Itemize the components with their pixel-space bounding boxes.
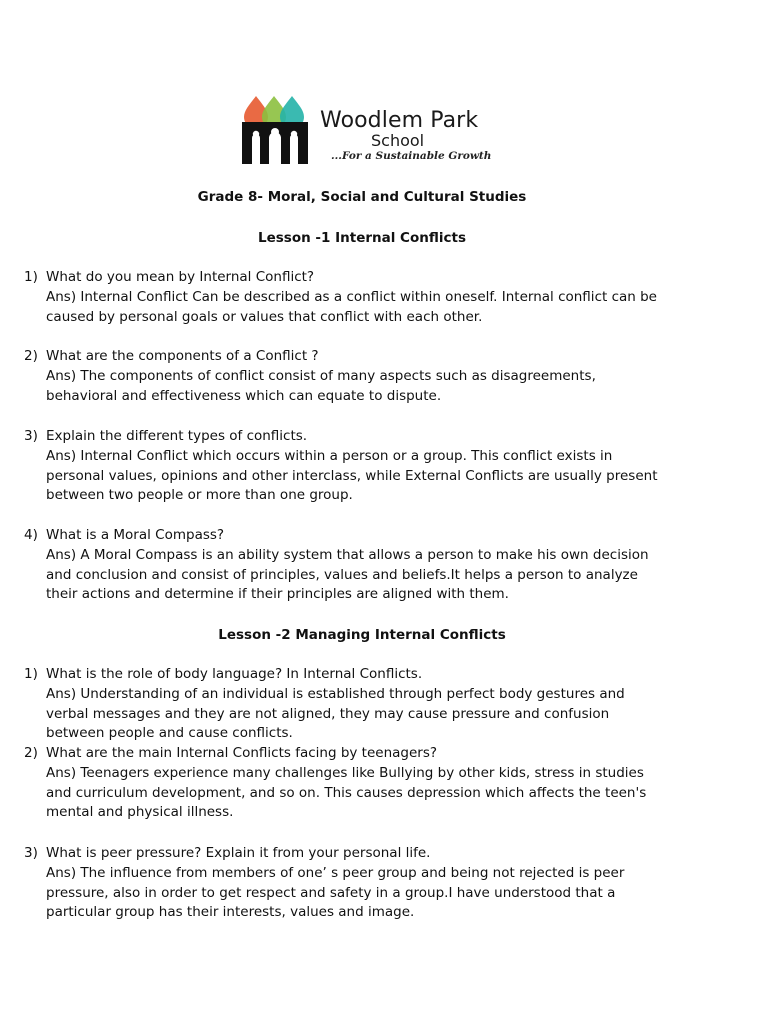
lesson-2-heading: Lesson -2 Managing Internal Conflicts: [218, 627, 506, 643]
question-text: What is a Moral Compass?: [46, 527, 225, 543]
answer-line: Ans) Understanding of an individual is established through perfect body gestures and: [46, 685, 625, 702]
answer-line: caused by personal goals or values that conflict with each other.: [46, 308, 483, 325]
answer-line: verbal messages and they are not aligned, they may cause pressure and confusion: [46, 705, 610, 722]
question-number: 3): [24, 428, 38, 444]
answer-line: behavioral and effectiveness which can equate to dispute.: [46, 387, 442, 404]
answer-line: Ans) The components of conflict consist of many aspects such as disagreements,: [46, 367, 596, 384]
question-number: 2): [24, 745, 38, 761]
school-logo: [240, 94, 500, 166]
answer-line: and conclusion and consist of principles, values and beliefs.It helps a person to analyze: [46, 566, 638, 583]
question-text: What do you mean by Internal Conflict?: [46, 269, 315, 285]
question-text: What are the main Internal Conflicts facing by teenagers?: [46, 745, 438, 761]
lesson-1-heading: Lesson -1 Internal Conflicts: [258, 230, 466, 246]
document-title: Grade 8- Moral, Social and Cultural Studies: [197, 189, 527, 205]
logo-school-name: Woodlem Park: [320, 108, 479, 133]
answer-line: personal values, opinions and other interclass, while External Conflicts are usually present: [46, 467, 658, 484]
answer-line: pressure, also in order to get respect and safety in a group.I have understood that a: [46, 884, 616, 901]
question-number: 3): [24, 845, 38, 861]
answer-line: between two people or more than one group.: [46, 487, 353, 504]
question-number: 4): [24, 527, 38, 543]
answer-line: Ans) Teenagers experience many challenges like Bullying by other kids, stress in studies: [46, 764, 644, 781]
question-text: What is peer pressure? Explain it from your personal life.: [46, 845, 431, 861]
answer-line: Ans) Internal Conflict Can be described as a conflict within oneself. Internal conflict can be: [46, 288, 657, 305]
question-number: 1): [24, 666, 38, 682]
answer-line: their actions and determine if their principles are aligned with them.: [46, 586, 509, 603]
question-number: 2): [24, 348, 38, 364]
answer-line: Ans) Internal Conflict which occurs within a person or a group. This conflict exists in: [46, 447, 613, 464]
logo-tagline: ...For a Sustainable Growth: [331, 150, 492, 162]
question-text: Explain the different types of conflicts.: [46, 428, 308, 444]
answer-line: Ans) A Moral Compass is an ability system that allows a person to make his own decision: [46, 546, 649, 563]
school-emblem-icon: [240, 94, 318, 166]
logo-school-word: School: [371, 131, 425, 150]
answer-line: between people and cause conflicts.: [46, 725, 293, 742]
answer-line: particular group has their interests, values and image.: [46, 904, 415, 921]
answer-line: and curriculum development, and so on. This causes depression which affects the teen's: [46, 784, 647, 801]
question-text: What is the role of body language? In Internal Conflicts.: [46, 666, 423, 682]
question-number: 1): [24, 269, 38, 285]
answer-line: Ans) The influence from members of one’ s peer group and being not rejected is peer: [46, 864, 625, 881]
question-text: What are the components of a Conflict ?: [46, 348, 319, 364]
answer-line: mental and physical illness.: [46, 804, 234, 821]
